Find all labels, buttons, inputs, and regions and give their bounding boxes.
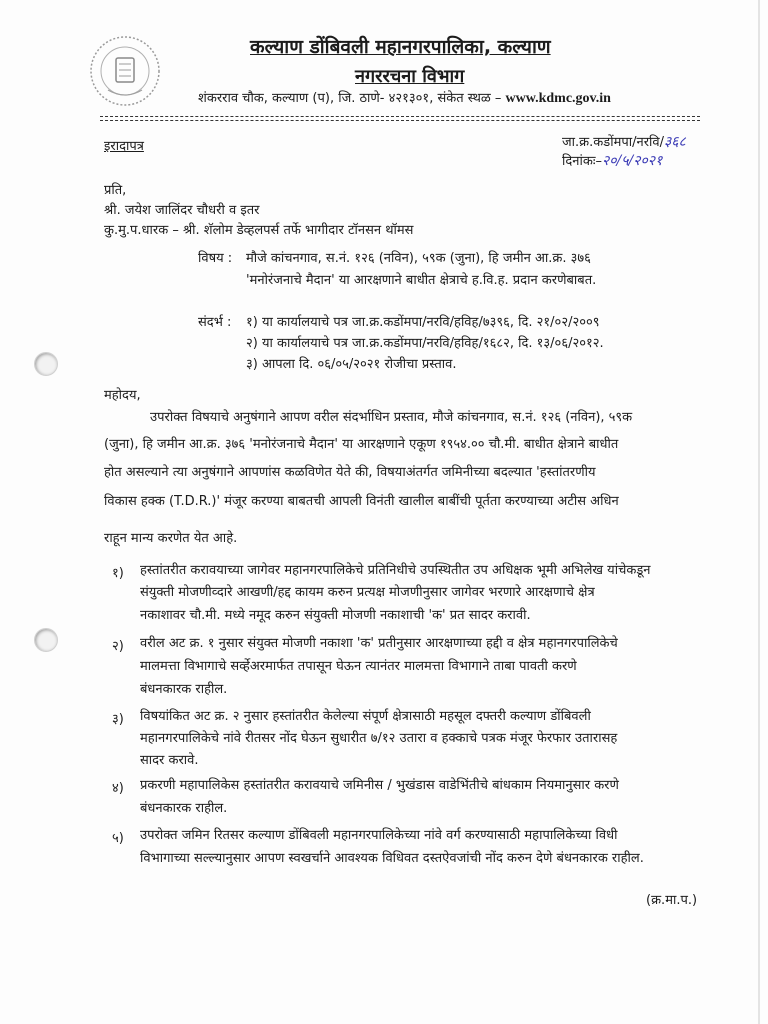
reference-handwritten: ३६८ (663, 134, 686, 150)
kdmc-emblem-icon (88, 34, 162, 108)
condition-line: प्रकरणी महापालिकेस हस्तांतरीत करावयाचे जमिनीस / भुखंडास वाडेभिंतीचे बांधकाम नियमानुसार करणे (140, 778, 619, 793)
punch-hole-top (34, 352, 58, 376)
body-line: (जुना), हि जमीन आ.क्र. ३७६ 'मनोरंजनाचे मैदान' या आरक्षणाने एकूण १९५४.०० चौ.मी. बाधीत क्षेत्राने बाधीत (104, 437, 619, 452)
condition-line: उपरोक्त जमिन रितसर कल्याण डोंबिवली महानगरपालिकेच्या नांवे वर्ग करण्यासाठी महापालिकेच्या विधी (140, 828, 618, 843)
body-line: विकास हक्क (T.D.R.)' मंजूर करण्या बाबतची आपली विनंती खालील बाबींची पूर्तता करण्याच्या अटीस अधिन (104, 494, 619, 509)
body-line: होत असल्याने त्या अनुषंगाने आपणांस कळविणेत येते की, विषयाअंतर्गत जमिनीच्या बदल्यात 'हस्तांतरणीय (104, 465, 596, 480)
page-edge (758, 0, 760, 1024)
reference-item: ३) आपला दि. ०६/०५/२०२१ रोजीचा प्रस्ताव. (246, 357, 457, 372)
body-line: उपरोक्त विषयाचे अनुषंगाने आपण वरील संदर्भाधिन प्रस्ताव, मौजे कांचनगाव, स.नं. १२६ (नविन), ५९क (150, 410, 633, 425)
date-line (562, 153, 662, 170)
reference-item: १) या कार्यालयाचे पत्र जा.क्र.कडोंमपा/नरवि/हविह/७३९६, दि. २१/०२/२००९ (246, 315, 600, 330)
address-text: शंकरराव चौक, कल्याण (प), जि. ठाणे- ४२१३०१, संकेत स्थळ – (198, 91, 502, 106)
condition-number: १) (112, 566, 124, 581)
condition-line: वरील अट क्र. १ नुसार संयुक्त मोजणी नकाशा 'क' प्रतीनुसार आरक्षणाच्या हद्दी व क्षेत्र महानगरपालिकेचे (140, 636, 618, 651)
condition-line: सादर करावे. (140, 753, 199, 768)
subject-label: विषय : (198, 251, 233, 266)
references-label: संदर्भ : (198, 315, 232, 330)
condition-number: ३) (112, 712, 124, 727)
recipient-name: श्री. जयेश जालिंदर चौधरी व इतर (104, 203, 260, 218)
doc-type: इरादापत्र (104, 139, 144, 154)
reference-label: जा.क्र.कडोंमपा/नरवि/ (562, 135, 664, 150)
condition-number: २) (112, 639, 124, 654)
condition-line: महानगरपालिकेचे नांवे रीतसर नोंद घेऊन सुधारीत ७/१२ उतारा व हक्काचे पत्रक मंजूर फेरफार उतारासह (140, 731, 618, 746)
reference-item: २) या कार्यालयाचे पत्र जा.क्र.कडोंमपा/नरवि/हविह/१६८२, दि. १३/०६/२०१२. (246, 336, 604, 351)
condition-number: ४) (112, 781, 124, 796)
condition-line: बंधनकारक राहील. (140, 801, 228, 816)
date-handwritten: २०/५/२०२१ (601, 153, 663, 169)
condition-line: मालमत्ता विभागाचे सर्व्हेअरमार्फत तपासून घेऊन त्यानंतर मालमत्ता विभागाने ताबा पावती करणे (140, 659, 577, 674)
date-label: दिनांकः– (562, 154, 602, 169)
condition-line: हस्तांतरीत करावयाच्या जागेवर महानगरपालिकेचे प्रतिनिधीचे उपस्थितीत उप अधिक्षक भूमी अभिलेख यांचेकडून (140, 563, 651, 578)
condition-line: विषयांकित अट क्र. २ नुसार हस्तांतरीत केलेल्या संपूर्ण क्षेत्रासाठी महसूल दफ्तरी कल्याण डोंबिवली (140, 709, 591, 724)
subject-line-2: 'मनोरंजनाचे मैदान' या आरक्षणाने बाधीत क्षेत्राचे ह.वि.ह. प्रदान करणेबाबत. (246, 273, 597, 288)
corporation-title: कल्याण डोंबिवली महानगरपालिका, कल्याण (250, 36, 551, 58)
header-divider-2 (100, 120, 700, 121)
condition-line: बंधनकारक राहील. (140, 682, 228, 697)
recipient-prati: प्रति, (104, 183, 127, 198)
condition-line: नकाशावर चौ.मी. मध्ये नमूद करुन संयुक्ती मोजणी नकाशाची 'क' प्रत सादर करावी. (140, 608, 531, 623)
recipient-agent: कु.मु.प.धारक – श्री. शॅलोम डेव्हलपर्स तर्फे भागीदार टॉनसन थॉमस (104, 223, 414, 238)
website-link[interactable]: www.kdmc.gov.in (505, 91, 611, 106)
salutation: महोदय, (104, 388, 141, 403)
condition-line: संयुक्ती मोजणीव्दारे आखणी/हद्द कायम करुन प्रत्यक्ष मोजणीनुसार जागेवर भरणारे आरक्षणाचे क्षेत्र (140, 585, 595, 600)
address-line (198, 88, 611, 107)
body-line: राहून मान्य करणेत येत आहे. (104, 531, 238, 546)
subject-line-1: मौजे कांचनगाव, स.नं. १२६ (नविन), ५९क (जुना), हि जमीन आ.क्र. ३७६ (246, 251, 591, 266)
header-divider (100, 116, 700, 117)
continuation-mark: (क्र.मा.प.) (646, 893, 698, 908)
punch-hole-bottom (34, 628, 58, 652)
department-title: नगररचना विभाग (355, 66, 465, 87)
condition-line: विभागाच्या सल्ल्यानुसार आपण स्वखर्चाने आवश्यक विधिवत दस्तऐवजांची नोंद करुन देणे बंधनकारक राहील. (140, 851, 644, 866)
condition-number: ५) (112, 831, 124, 846)
reference-number (562, 134, 686, 151)
